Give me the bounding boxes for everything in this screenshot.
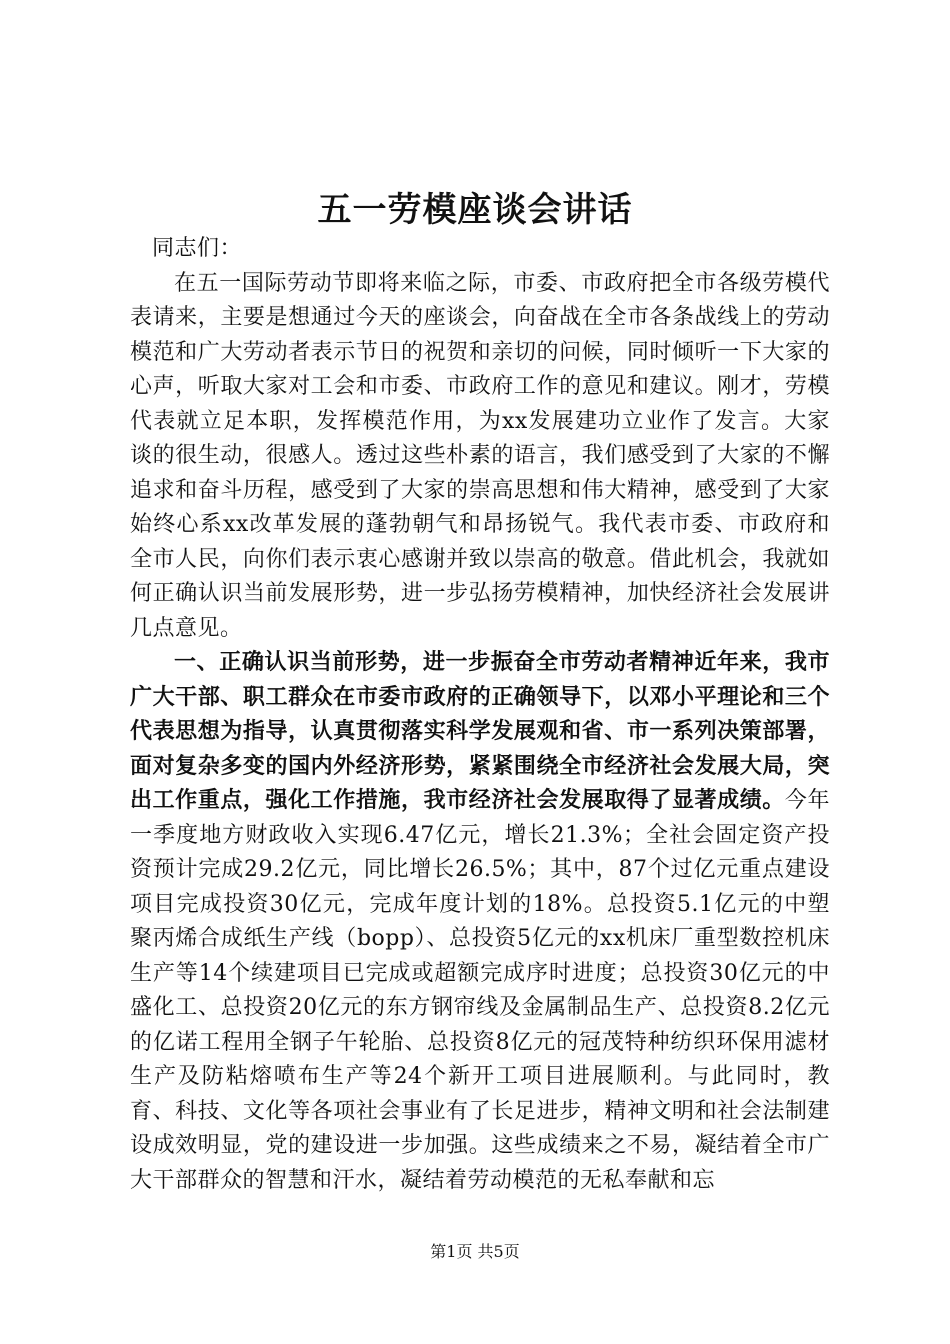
document-body [130, 232, 830, 1198]
section-body-text: 今年一季度地方财政收入实现6.47亿元，增长21.3%；全社会固定资产投资预计完成29.2亿元，同比增长26.5%；其中，87个过亿元重点建设项目完成投资30亿元，完成年度计划的18%。总投资5.1亿元的中塑聚丙烯合成纸生产线（bopp）、总投资5亿元的xx机床厂重型数控机床生产等14个续建项目已完成或超额完成序时进度；总投资30亿元的中盛化工、总投资20亿元的东方钢帘线及金属制品生产、总投资8.2亿元的亿诺工程用全钢子午轮胎、总投资8亿元的冠茂特种纺织环保用滤材生产及防粘熔喷布生产等24个新开工项目进展顺利。与此同时，教育、科技、文化等各项社会事业有了长足进步，精神文明和社会法制建设成效明显，党的建设进一步加强。这些成绩来之不易，凝结着全市广大干部群众的智慧和汗水，凝结着劳动模范的无私奉献和忘 [130, 788, 830, 1193]
paragraph-section-one [130, 646, 830, 1198]
paragraph-intro: 在五一国际劳动节即将来临之际，市委、市政府把全市各级劳模代表请来，主要是想通过今天的座谈会，向奋战在全市各条战线上的劳动模范和广大劳动者表示节日的祝贺和亲切的问候，同时倾听一下大家的心声，听取大家对工会和市委、市政府工作的意见和建议。刚才，劳模代表就立足本职，发挥模范作用，为xx发展建功立业作了发言。大家谈的很生动，很感人。透过这些朴素的语言，我们感受到了大家的不懈追求和奋斗历程，感受到了大家的崇高思想和伟大精神，感受到了大家始终心系xx改革发展的蓬勃朝气和昂扬锐气。我代表市委、市政府和全市人民，向你们表示衷心感谢并致以崇高的敬意。借此机会，我就如何正确认识当前发展形势，进一步弘扬劳模精神，加快经济社会发展讲几点意见。 [130, 270, 830, 641]
section-heading-bold: 一、正确认识当前形势，进一步振奋全市劳动者精神近年来，我市广大干部、职工群众在市委市政府的正确领导下，以邓小平理论和三个代表思想为指导，认真贯彻落实科学发展观和省、市一系列决策部署，面对复杂多变的国内外经济形势，紧紧围绕全市经济社会发展大局，突出工作重点，强化工作措施，我市经济社会发展取得了显著成绩。 [130, 650, 830, 813]
greeting-line: 同志们： [152, 236, 243, 261]
document-title: 五一劳模座谈会讲话 [317, 190, 633, 230]
page-footer: 第1页 共5页 [430, 1242, 520, 1261]
